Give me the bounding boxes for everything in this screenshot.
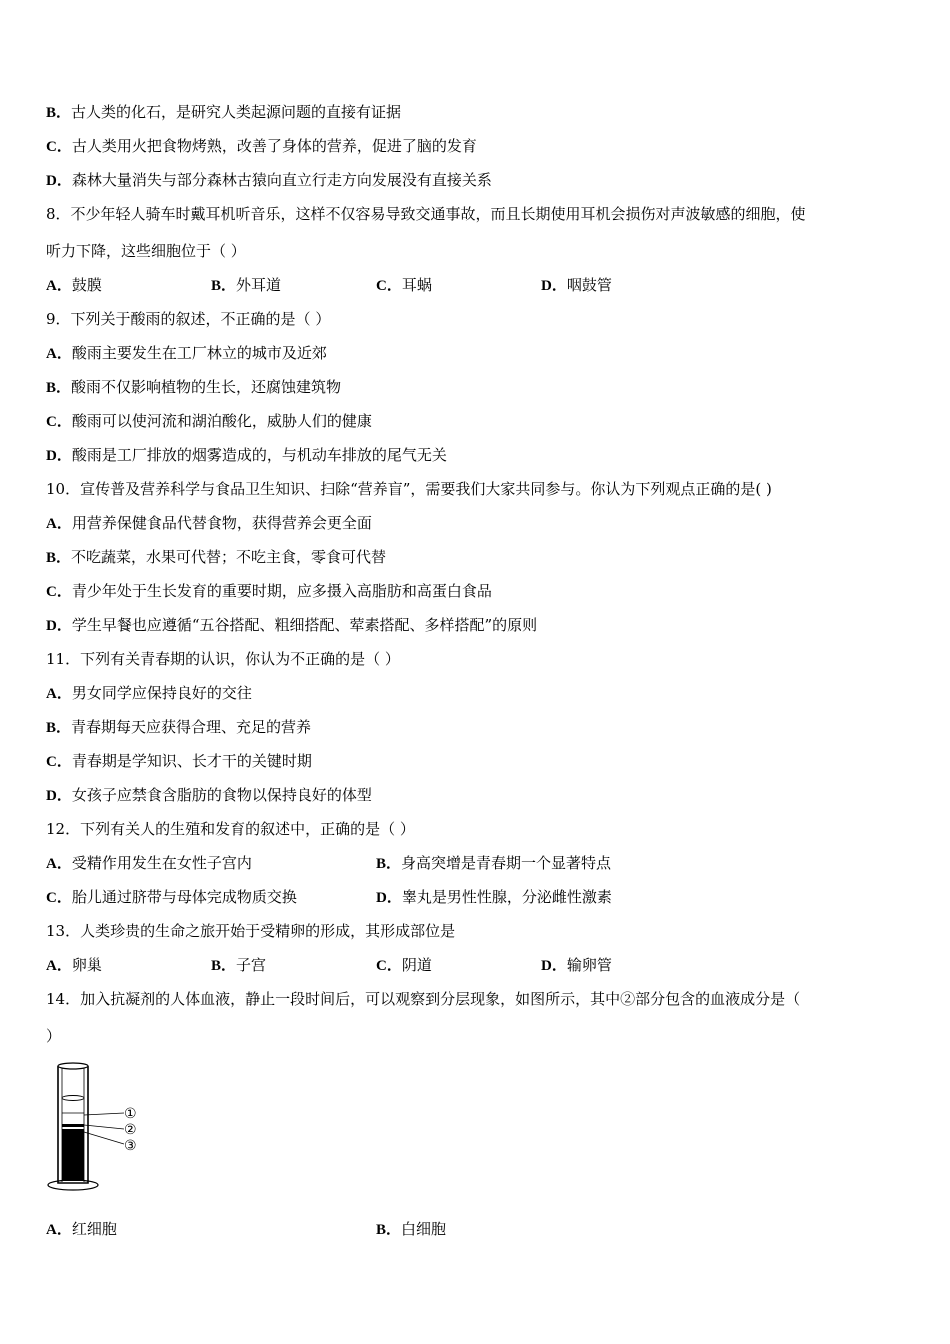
- q8-option-b: B．外耳道: [211, 276, 282, 294]
- q11-option-a: A．男女同学应保持良好的交往: [46, 684, 252, 702]
- q12-stem: 12．下列有关人的生殖和发育的叙述中，正确的是（ ）: [46, 820, 415, 838]
- label-1: ①: [124, 1106, 137, 1122]
- q12-option-d: D．睾丸是男性性腺，分泌雌性激素: [376, 888, 612, 906]
- q14-stem-line1: 14．加入抗凝剂的人体血液，静止一段时间后，可以观察到分层现象，如图所示，其中②部分包含的血液成分是（: [46, 990, 801, 1008]
- q11-option-b: B．青春期每天应获得合理、充足的营养: [46, 718, 312, 736]
- q9-option-b: B．酸雨不仅影响植物的生长，还腐蚀建筑物: [46, 378, 342, 396]
- q10-option-b: B．不吃蔬菜，水果可代替；不吃主食，零食可代替: [46, 548, 387, 566]
- q8-option-d: D．咽鼓管: [541, 276, 612, 294]
- q7-option-d: D．森林大量消失与部分森林古猿向直立行走方向发展没有直接关系: [46, 171, 492, 189]
- q8-option-c: C．耳蜗: [376, 276, 432, 294]
- tube-base: [48, 1180, 98, 1190]
- q12-option-c: C．胎儿通过脐带与母体完成物质交换: [46, 888, 297, 906]
- q9-option-d: D．酸雨是工厂排放的烟雾造成的，与机动车排放的尾气无关: [46, 446, 447, 464]
- blood-test-tube-figure: [46, 1058, 156, 1198]
- q14-option-b: B．白细胞: [376, 1220, 447, 1238]
- leader-line-1: [84, 1113, 124, 1115]
- leader-line-3: [84, 1132, 124, 1144]
- q9-option-c: C．酸雨可以使河流和湖泊酸化，威胁人们的健康: [46, 412, 372, 430]
- q10-stem: 10．宣传普及营养科学与食品卫生知识、扫除“营养盲”，需要我们大家共同参与。你认为下列观点正确的是( ): [46, 480, 772, 498]
- q8-stem-line1: 8．不少年轻人骑车时戴耳机听音乐，这样不仅容易导致交通事故，而且长期使用耳机会损伤对声波敏感的细胞，使: [46, 205, 806, 223]
- buffy-coat-layer: [62, 1124, 84, 1127]
- q13-stem: 13．人类珍贵的生命之旅开始于受精卵的形成，其形成部位是: [46, 922, 456, 940]
- q13-option-a: A．卵巢: [46, 956, 102, 974]
- q8-option-a: A．鼓膜: [46, 276, 102, 294]
- q14-option-a: A．红细胞: [46, 1220, 117, 1238]
- label-2: ②: [124, 1122, 137, 1138]
- tube-rim: [58, 1063, 88, 1069]
- q12-option-a: A．受精作用发生在女性子宫内: [46, 854, 252, 872]
- q13-option-c: C．阴道: [376, 956, 432, 974]
- q11-option-c: C．青春期是学知识、长才干的关键时期: [46, 752, 312, 770]
- q14-stem-line2: ）: [46, 1027, 62, 1045]
- red-cell-layer: [62, 1129, 84, 1181]
- q10-option-d: D．学生早餐也应遵循“五谷搭配、粗细搭配、荤素搭配、多样搭配”的原则: [46, 616, 538, 634]
- q10-option-c: C．青少年处于生长发育的重要时期，应多摄入高脂肪和高蛋白食品: [46, 582, 492, 600]
- q9-stem: 9．下列关于酸雨的叙述，不正确的是（ ）: [46, 310, 331, 328]
- plasma-surface: [62, 1096, 84, 1101]
- q13-option-b: B．子宫: [211, 956, 267, 974]
- leader-line-2: [84, 1125, 124, 1129]
- q9-option-a: A．酸雨主要发生在工厂林立的城市及近郊: [46, 344, 327, 362]
- q13-option-d: D．输卵管: [541, 956, 612, 974]
- q7-option-b: B．古人类的化石，是研究人类起源问题的直接有证据: [46, 103, 402, 121]
- label-3: ③: [124, 1138, 137, 1154]
- q10-option-a: A．用营养保健食品代替食物，获得营养会更全面: [46, 514, 372, 532]
- q11-stem: 11．下列有关青春期的认识，你认为不正确的是（ ）: [46, 650, 400, 668]
- q7-option-c: C．古人类用火把食物烤熟，改善了身体的营养，促进了脑的发育: [46, 137, 477, 155]
- q11-option-d: D．女孩子应禁食含脂肪的食物以保持良好的体型: [46, 786, 372, 804]
- q8-stem-line2: 听力下降，这些细胞位于（ ）: [46, 242, 246, 260]
- q12-option-b: B．身高突增是青春期一个显著特点: [376, 854, 612, 872]
